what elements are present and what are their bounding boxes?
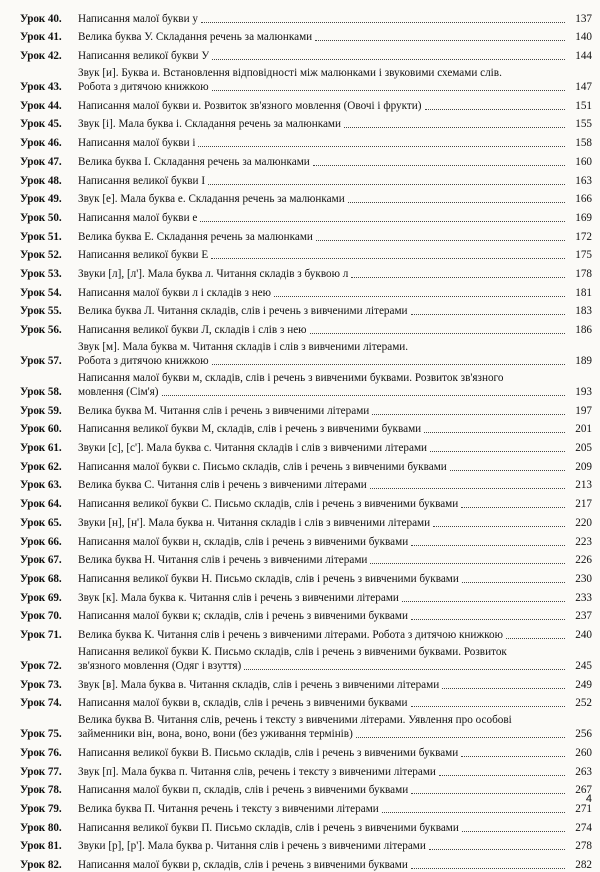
lesson-number: Урок 79. (20, 803, 62, 816)
lesson-title (78, 765, 568, 779)
lesson-title-line: Велика буква У. Складання речень за малюнками (78, 31, 313, 44)
toc-entry (20, 281, 592, 300)
lesson-title-line: Велика буква П. Читання речень і тексту з вивченими літерами (78, 803, 379, 816)
lesson-title-line: Написання малої букви е (78, 211, 198, 224)
page-reference: 249 (575, 678, 592, 691)
lesson-title-line: Звуки [р], [р']. Мала буква р. Читання слів і речень з вивченими літерами (78, 840, 426, 853)
toc-entry (20, 262, 592, 281)
page-reference: 197 (575, 404, 592, 417)
lesson-number: Урок 66. (20, 535, 62, 548)
toc-entry (20, 188, 592, 207)
lesson-title (78, 645, 568, 673)
dot-leader (244, 669, 565, 670)
lesson-title (78, 858, 568, 872)
lesson-title-line: Написання малої букви и. Розвиток зв'язного мовлення (Овочі і фрукти) (78, 99, 422, 112)
toc-entry (20, 244, 592, 263)
dot-leader (462, 831, 565, 832)
dot-leader (316, 240, 565, 241)
lesson-title (78, 174, 568, 188)
lesson-title-line: Велика буква К. Читання слів і речень з вивченими літерами. Робота з дитячою книжкою (78, 628, 503, 641)
dot-leader (442, 688, 565, 689)
page-reference: 240 (575, 628, 592, 641)
toc-entry (20, 816, 592, 835)
lesson-number: Урок 49. (20, 193, 62, 206)
lesson-title (78, 30, 568, 44)
page-reference: 213 (575, 479, 592, 492)
toc-entry (20, 623, 592, 642)
page-reference: 205 (575, 442, 592, 455)
lesson-number: Урок 68. (20, 572, 62, 585)
toc-entry (20, 26, 592, 45)
lesson-title-line: зв'язного мовлення (Одяг і взуття) (78, 659, 242, 672)
lesson-title-line: Звук [м]. Мала буква м. Читання складів і слів з вивченими літерами. (78, 341, 409, 353)
lesson-title (78, 696, 568, 710)
lesson-title-line: Написання великої букви К. Письмо складів, слів і речень з вивченими буквами. Розвиток (78, 645, 507, 658)
dot-leader (370, 563, 565, 564)
page-reference: 230 (575, 572, 592, 585)
lesson-title-line: Звук [е]. Мала буква е. Складання речень за малюнками (78, 193, 345, 206)
dot-leader (433, 526, 565, 527)
lesson-title (78, 323, 568, 337)
lesson-title-line: Велика буква М. Читання слів і речень з вивченими літерами (78, 404, 370, 417)
dot-leader (411, 314, 565, 315)
lesson-title (78, 248, 568, 262)
dot-leader (411, 868, 565, 869)
page-reference: 237 (575, 610, 592, 623)
page-reference: 209 (575, 460, 592, 473)
lesson-number: Урок 50. (20, 211, 62, 224)
lesson-title-line: Написання малої букви м, складів, слів і речень з вивченими буквами. Розвиток зв'язного (78, 372, 504, 384)
lesson-title (78, 497, 568, 511)
lesson-title-line: Велика буква Л. Читання складів, слів і речень з вивченими літерами (78, 305, 408, 318)
page-reference: 147 (575, 81, 592, 94)
lesson-number: Урок 41. (20, 31, 62, 44)
lesson-number: Урок 69. (20, 591, 62, 604)
page-reference: 183 (575, 305, 592, 318)
lesson-number: Урок 64. (20, 498, 62, 511)
lesson-title (78, 155, 568, 169)
lesson-title-line: Написання великої букви В. Письмо складів, слів і речень з вивченими буквами (78, 747, 459, 759)
lesson-number: Урок 47. (20, 155, 62, 168)
toc-entry (20, 642, 592, 673)
toc-entry (20, 318, 592, 337)
dot-leader (382, 812, 565, 813)
lesson-title-line: Звук [і]. Мала буква і. Складання речень за малюнками (78, 118, 341, 131)
dot-leader (201, 22, 565, 23)
page-reference: 186 (575, 324, 592, 336)
lesson-title-line: Написання малої букви у (78, 12, 198, 25)
toc-entry (20, 710, 592, 741)
lesson-title (78, 821, 568, 835)
page-reference: 245 (575, 659, 592, 672)
toc-entry (20, 150, 592, 169)
page-reference: 155 (575, 118, 592, 131)
page-reference: 172 (575, 230, 592, 243)
toc-entry (20, 835, 592, 854)
toc-entry (20, 399, 592, 418)
lesson-title (78, 553, 568, 567)
lesson-number: Урок 53. (20, 267, 62, 280)
toc-entry (20, 511, 592, 530)
toc-entry (20, 169, 592, 188)
lesson-title-line: Звуки [л], [л']. Мала буква л. Читання складів з буквою л (78, 267, 349, 280)
lesson-title-line: Звук [п]. Мала буква п. Читання слів, речень і тексту з вивченими літерами (78, 765, 436, 778)
lesson-title-line: Написання великої букви І (78, 174, 206, 187)
dot-leader (425, 109, 565, 110)
toc-entry (20, 492, 592, 511)
lesson-number: Урок 71. (20, 628, 62, 641)
toc-entry (20, 44, 592, 63)
page-reference: 166 (575, 193, 592, 206)
toc-entry (20, 853, 592, 872)
toc-entry (20, 63, 592, 94)
lesson-number: Урок 72. (20, 659, 62, 672)
page-reference: 256 (575, 728, 592, 741)
lesson-number: Урок 51. (20, 230, 62, 243)
lesson-title (78, 230, 568, 244)
lesson-title (78, 516, 568, 530)
dot-leader (450, 470, 565, 471)
toc-entry (20, 797, 592, 816)
toc-entry (20, 225, 592, 244)
dot-leader (162, 395, 565, 396)
toc-entry (20, 692, 592, 711)
lesson-title-line: Звуки [н], [н']. Мала буква н. Читання складів і слів з вивченими літерами (78, 516, 431, 529)
page-reference: 189 (575, 355, 592, 367)
page-reference: 193 (575, 386, 592, 398)
lesson-title-line: мовлення (Сім'я) (78, 386, 159, 398)
page-reference: 267 (575, 784, 592, 797)
lesson-title (78, 783, 568, 797)
lesson-title-line: Написання малої букви к; складів, слів і речень з вивченими буквами (78, 610, 408, 623)
lesson-title-line: Робота з дитячою книжкою (78, 81, 209, 94)
dot-leader (313, 165, 565, 166)
lesson-title-line: Написання малої букви в, складів, слів і речень з вивченими буквами (78, 697, 408, 710)
lesson-title-line: Написання малої букви р, складів, слів і речень з вивченими буквами (78, 859, 408, 872)
dot-leader (411, 793, 565, 794)
toc-entry (20, 605, 592, 624)
dot-leader (198, 146, 565, 147)
page-number: 4 (585, 793, 592, 805)
lesson-title (78, 12, 568, 26)
lesson-number: Урок 76. (20, 747, 62, 759)
page-reference: 144 (575, 50, 592, 63)
page-reference: 160 (575, 155, 592, 168)
lesson-title (78, 304, 568, 318)
lesson-number: Урок 44. (20, 99, 62, 112)
lesson-title (78, 404, 568, 418)
lesson-title (78, 839, 568, 853)
dot-leader (274, 296, 565, 297)
lesson-title-line: Написання великої букви Н. Письмо складів, слів і речень з вивченими буквами (78, 572, 459, 585)
lesson-title (78, 746, 568, 760)
lesson-title-line: Велика буква С. Читання слів і речень з вивченими літерами (78, 479, 367, 492)
page-reference: 163 (575, 174, 592, 187)
dot-leader (439, 775, 565, 776)
lesson-title-line: Написання великої букви У (78, 50, 210, 63)
toc-entry (20, 113, 592, 132)
toc-entry (20, 94, 592, 113)
toc-entry (20, 474, 592, 493)
lesson-number: Урок 57. (20, 355, 62, 367)
page-reference: 137 (575, 12, 592, 25)
lesson-number: Урок 55. (20, 305, 62, 318)
lesson-title-line: Написання великої букви М, складів, слів і речень з вивченими буквами (78, 423, 422, 436)
lesson-title-line: Велика буква Н. Читання слів і речень з вивченими літерами (78, 554, 368, 567)
page-reference: 140 (575, 31, 592, 44)
lesson-number: Урок 75. (20, 728, 62, 741)
lesson-number: Урок 52. (20, 249, 62, 262)
dot-leader (315, 40, 565, 41)
lesson-title (78, 441, 568, 455)
page-reference: 274 (575, 821, 592, 834)
page-reference: 282 (575, 859, 592, 872)
toc-entry (20, 779, 592, 798)
page-reference: 223 (575, 535, 592, 548)
lesson-title (78, 371, 568, 399)
toc-entry (20, 418, 592, 437)
lesson-title (78, 535, 568, 549)
lesson-number: Урок 82. (20, 859, 62, 872)
lesson-title-line: Звук [в]. Мала буква в. Читання складів, слів і речень з вивченими літерами (78, 678, 440, 691)
toc-entry (20, 436, 592, 455)
lesson-number: Урок 40. (20, 12, 62, 25)
lesson-title-line: Написання великої букви П. Письмо складів, слів і речень з вивченими буквами (78, 821, 459, 834)
lesson-number: Урок 43. (20, 81, 62, 94)
lesson-number: Урок 48. (20, 174, 62, 187)
toc-entry (20, 206, 592, 225)
dot-leader (461, 507, 565, 508)
dot-leader (411, 545, 565, 546)
dot-leader (208, 184, 565, 185)
lesson-title (78, 478, 568, 492)
lesson-number: Урок 54. (20, 286, 62, 299)
lesson-title-line: Написання малої букви л і складів з нею (78, 286, 272, 299)
dot-leader (212, 59, 565, 60)
lesson-number: Урок 67. (20, 554, 62, 567)
lesson-title (78, 422, 568, 436)
dot-leader (424, 432, 565, 433)
toc-entry (20, 673, 592, 692)
page-reference: 201 (575, 423, 592, 436)
lesson-number: Урок 81. (20, 840, 62, 853)
lesson-title-line: Звуки [с], [с']. Мала буква с. Читання складів і слів з вивченими літерами (78, 442, 428, 455)
lesson-title (78, 99, 568, 113)
dot-leader (212, 364, 565, 365)
dot-leader (310, 333, 565, 334)
dot-leader (411, 706, 566, 707)
lesson-number: Урок 58. (20, 386, 62, 398)
lesson-title (78, 340, 568, 368)
lesson-title (78, 267, 568, 281)
page-reference: 158 (575, 137, 592, 150)
lesson-title (78, 66, 568, 94)
lesson-title (78, 678, 568, 692)
dot-leader (351, 277, 565, 278)
dot-leader (344, 127, 565, 128)
page-reference: 252 (575, 697, 592, 710)
page-reference: 217 (575, 498, 592, 511)
lesson-title (78, 136, 568, 150)
lesson-title-line: Написання малої букви с. Письмо складів, слів і речень з вивченими буквами (78, 460, 447, 473)
lesson-number: Урок 63. (20, 479, 62, 492)
page-reference: 233 (575, 591, 592, 604)
lesson-number: Урок 56. (20, 324, 62, 336)
page-reference: 226 (575, 554, 592, 567)
dot-leader (430, 451, 565, 452)
lesson-title (78, 460, 568, 474)
lesson-title-line: Написання великої букви Е (78, 249, 209, 262)
lesson-title (78, 286, 568, 300)
dot-leader (429, 849, 565, 850)
lesson-number: Урок 73. (20, 678, 62, 691)
lesson-number: Урок 70. (20, 610, 62, 623)
page-reference: 178 (575, 267, 592, 280)
lesson-number: Урок 45. (20, 118, 62, 131)
toc-entry (20, 760, 592, 779)
page-reference: 169 (575, 211, 592, 224)
dot-leader (211, 258, 565, 259)
dot-leader (356, 737, 565, 738)
toc-entry (20, 7, 592, 26)
lesson-title (78, 591, 568, 605)
lesson-number: Урок 74. (20, 697, 62, 710)
lesson-number: Урок 78. (20, 784, 62, 797)
dot-leader (462, 582, 565, 583)
lesson-number: Урок 77. (20, 765, 62, 778)
lesson-title (78, 628, 568, 642)
toc-entry (20, 337, 592, 368)
lesson-title (78, 802, 568, 816)
page-reference: 181 (575, 286, 592, 299)
dot-leader (370, 488, 565, 489)
lesson-title-line: Звук [к]. Мала буква к. Читання слів і речень з вивченими літерами (78, 591, 399, 604)
lesson-title-line: Написання малої букви п, складів, слів і речень з вивченими буквами (78, 784, 409, 797)
lesson-title (78, 211, 568, 225)
dot-leader (461, 756, 565, 757)
toc-entry (20, 368, 592, 399)
toc-entry (20, 741, 592, 760)
dot-leader (372, 414, 565, 415)
lesson-number: Урок 62. (20, 460, 62, 473)
toc-entry (20, 586, 592, 605)
page-reference: 260 (575, 747, 592, 759)
dot-leader (348, 202, 565, 203)
lesson-title-line: Велика буква І. Складання речень за малюнками (78, 155, 310, 168)
page-reference: 175 (575, 249, 592, 262)
toc-entry (20, 567, 592, 586)
dot-leader (212, 90, 565, 91)
table-of-contents (20, 7, 592, 872)
lesson-title-line: Написання малої букви і (78, 137, 196, 150)
lesson-title (78, 572, 568, 586)
toc-entry (20, 530, 592, 549)
lesson-number: Урок 59. (20, 404, 62, 417)
lesson-title-line: Написання великої букви Л, складів і слів з нею (78, 324, 307, 336)
lesson-number: Урок 65. (20, 516, 62, 529)
lesson-number: Урок 61. (20, 442, 62, 455)
lesson-number: Урок 60. (20, 423, 62, 436)
page-reference: 271 (575, 803, 592, 816)
toc-entry (20, 300, 592, 319)
dot-leader (411, 619, 565, 620)
toc-entry (20, 455, 592, 474)
page-reference: 220 (575, 516, 592, 529)
page-reference: 278 (575, 840, 592, 853)
toc-entry (20, 549, 592, 568)
lesson-title-line: займенники він, вона, воно, вони (без уживання термінів) (78, 728, 353, 741)
page-reference: 263 (575, 765, 592, 778)
lesson-title-line: Звук [и]. Буква и. Встановлення відповідності між малюнками і звуковими схемами слів. (78, 67, 502, 80)
dot-leader (506, 638, 565, 639)
toc-entry (20, 131, 592, 150)
dot-leader (200, 221, 565, 222)
lesson-title (78, 192, 568, 206)
lesson-title-line: Велика буква Е. Складання речень за малюнками (78, 230, 313, 243)
lesson-number: Урок 80. (20, 821, 62, 834)
lesson-title-line: Написання великої букви С. Письмо складів, слів і речень з вивченими буквами (78, 498, 459, 511)
lesson-title (78, 713, 568, 741)
dot-leader (402, 601, 565, 602)
lesson-title-line: Написання малої букви н, складів, слів і речень з вивченими буквами (78, 535, 409, 548)
lesson-title (78, 117, 568, 131)
lesson-title (78, 609, 568, 623)
lesson-title-line: Велика буква В. Читання слів, речень і тексту з вивченими літерами. Уявлення про особові (78, 714, 512, 727)
lesson-title-line: Робота з дитячою книжкою (78, 355, 209, 367)
page-reference: 151 (575, 99, 592, 112)
lesson-title (78, 49, 568, 63)
lesson-number: Урок 42. (20, 50, 62, 63)
lesson-number: Урок 46. (20, 137, 62, 150)
